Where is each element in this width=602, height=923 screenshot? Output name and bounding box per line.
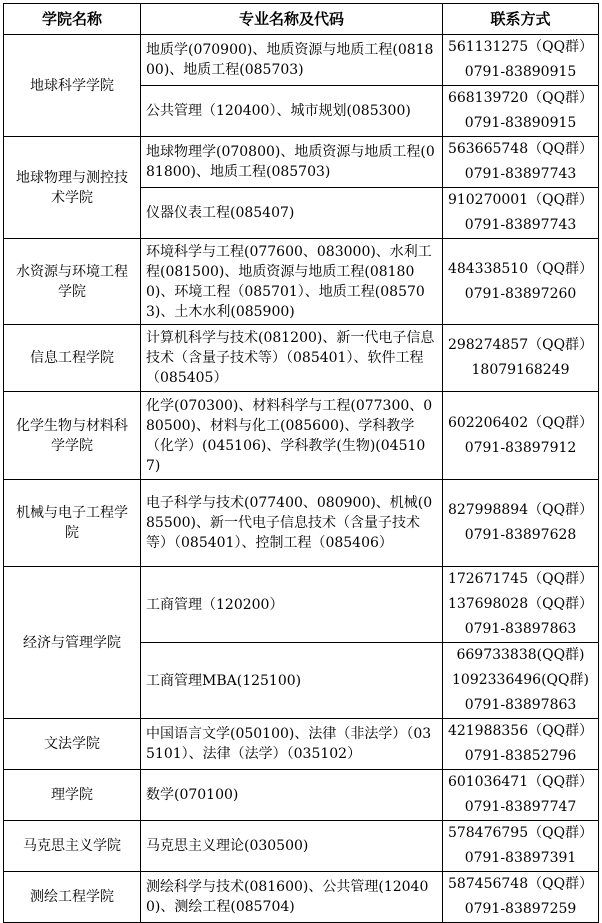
- contact-info: [443, 480, 599, 567]
- contact-line: 0791-83897743: [464, 166, 577, 182]
- contact-line: 0791-83897863: [464, 697, 577, 713]
- contact-line: 0791-83897747: [464, 799, 577, 815]
- contact-info: [443, 137, 599, 188]
- major-list: 计算机科学与技术(081200)、新一代电子信息技术（含量子技术等）（085401）、软件工程（085405）: [141, 325, 443, 392]
- header-major: 专业名称及代码: [141, 4, 443, 35]
- college-name: 地球科学学院: [4, 35, 141, 137]
- contact-line: 669733838(QQ群): [456, 647, 585, 663]
- major-list: 地球物理学(070800)、地质资源与地质工程(081800)、地质工程(085703): [141, 137, 443, 188]
- contact-line: 298274857（QQ群）: [447, 337, 594, 353]
- admissions-table: [3, 3, 599, 923]
- contact-line: 0791-83897912: [464, 439, 577, 456]
- college-name: 化学生物与材料科学学院: [4, 392, 141, 480]
- contact-info: [443, 719, 599, 770]
- contact-line: 602206402（QQ群）: [447, 414, 594, 431]
- table-row: [4, 770, 599, 821]
- contact-info: [443, 643, 599, 719]
- contact-info: [443, 392, 599, 480]
- contact-line: 601036471（QQ群）: [447, 774, 594, 790]
- contact-line: 0791-83890915: [464, 115, 577, 131]
- table-row: [4, 392, 599, 480]
- contact-line: 0791-83897260: [464, 285, 577, 302]
- table-row: [4, 35, 599, 86]
- table-row: [4, 137, 599, 188]
- table-row: [4, 719, 599, 770]
- contact-line: 484338510（QQ群）: [447, 260, 594, 277]
- major-list: 环境科学与工程(077600、083000)、水利工程(081500)、地质资源与地质工程(081800)、环境工程（085701）、地质工程(085703)、土木水利(085900): [141, 239, 443, 325]
- table-row: [4, 239, 599, 325]
- major-list: 马克思主义理论(030500): [141, 821, 443, 872]
- major-list: 测绘科学与技术(081600)、公共管理(120400)、测绘工程(085704): [141, 872, 443, 923]
- contact-line: 1092336496(QQ群): [452, 672, 589, 688]
- contact-info: [443, 770, 599, 821]
- header-row: [4, 4, 599, 35]
- major-list: 化学(070300)、材料科学与工程(077300、080500)、材料与化工(085600)、学科教学（化学）(045106)、学科教学(生物)(045107): [141, 392, 443, 480]
- contact-info: [443, 567, 599, 643]
- contact-info: [443, 325, 599, 392]
- major-list: 仪器仪表工程(085407): [141, 188, 443, 239]
- contact-info: [443, 872, 599, 923]
- major-list: 中国语言文学(050100)、法律（非法学）（035101）、法律（法学）（035102）: [141, 719, 443, 770]
- major-list: 数学(070100): [141, 770, 443, 821]
- college-name: 信息工程学院: [4, 325, 141, 392]
- contact-line: 0791-83897628: [464, 527, 577, 543]
- table-row: [4, 872, 599, 923]
- college-name: 测绘工程学院: [4, 872, 141, 923]
- contact-info: [443, 86, 599, 137]
- contact-line: 910270001（QQ群）: [447, 192, 594, 208]
- college-name: 地球物理与测控技术学院: [4, 137, 141, 239]
- contact-info: [443, 821, 599, 872]
- contact-line: 827998894（QQ群）: [447, 502, 594, 518]
- contact-line: 578476795（QQ群）: [447, 825, 594, 841]
- major-list: 工商管理MBA(125100): [141, 643, 443, 719]
- contact-info: [443, 188, 599, 239]
- table-row: [4, 325, 599, 392]
- college-name: 理学院: [4, 770, 141, 821]
- contact-line: 0791-83890915: [464, 64, 577, 80]
- table-row: [4, 480, 599, 567]
- contact-line: 587456748（QQ群）: [447, 876, 594, 892]
- major-list: 工商管理（120200）: [141, 567, 443, 643]
- college-name: 水资源与环境工程学院: [4, 239, 141, 325]
- contact-line: 137698028（QQ群）: [447, 596, 594, 612]
- contact-line: 172671745（QQ群）: [447, 571, 594, 587]
- table-row: [4, 567, 599, 643]
- major-list: 电子科学与技术(077400、080900)、机械(085500)、新一代电子信息技术（含量子技术等）（085401）、控制工程（085406）: [141, 480, 443, 567]
- table-row: [4, 821, 599, 872]
- college-name: 机械与电子工程学院: [4, 480, 141, 567]
- major-list: 公共管理（120400）、城市规划(085300): [141, 86, 443, 137]
- college-name: 马克思主义学院: [4, 821, 141, 872]
- contact-line: 668139720（QQ群）: [447, 90, 594, 106]
- contact-line: 0791-83897863: [464, 621, 577, 637]
- contact-line: 421988356（QQ群）: [447, 723, 594, 739]
- contact-line: 0791-83852796: [464, 748, 577, 764]
- college-name: 经济与管理学院: [4, 567, 141, 719]
- contact-line: 561131275（QQ群）: [447, 39, 594, 55]
- college-name: 文法学院: [4, 719, 141, 770]
- contact-line: 18079168249: [471, 362, 570, 378]
- contact-info: [443, 35, 599, 86]
- header-contact: 联系方式: [443, 4, 599, 35]
- contact-info: [443, 239, 599, 325]
- contact-line: 0791-83897743: [464, 217, 577, 233]
- contact-line: 0791-83897391: [464, 850, 577, 866]
- major-list: 地质学(070900)、地质资源与地质工程(081800)、地质工程(085703): [141, 35, 443, 86]
- contact-line: 0791-83897259: [464, 901, 577, 917]
- contact-line: 563665748（QQ群）: [447, 141, 594, 157]
- header-college: 学院名称: [4, 4, 141, 35]
